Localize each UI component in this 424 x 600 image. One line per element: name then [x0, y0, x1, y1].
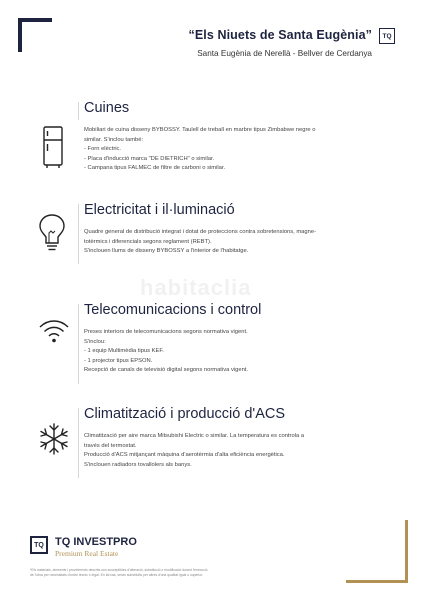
section-divider	[78, 304, 79, 384]
header-logo-badge	[379, 28, 395, 44]
section-telecomunicacions	[84, 302, 374, 376]
logo-badge-text: TQ	[34, 541, 44, 549]
logo-name: TQ INVESTPRO	[55, 536, 137, 548]
section-title: Cuines	[84, 100, 130, 116]
section-line: Producció d'ACS mitjançant màquina d'aerotèrmia d'alta eficiència energètica.	[84, 452, 285, 459]
section-line: Mobiliari de cuina disseny BYBOSSY. Taulell de treball en marbre tipus Zimbabwe negre o	[84, 127, 316, 133]
section-line: - Placa d'inducció marca "DE DIETRICH" o similar.	[84, 155, 215, 162]
disclaimer-line: de l'obra per necessitats d'ordre tècnic o legal. En tal cas, seran substituïts per altres d'una qualitat igual o superior.	[30, 573, 204, 577]
section-title: Climatització i producció d'ACS	[84, 406, 286, 422]
section-line: - 1 equip Multimèdia tipus KEF.	[84, 348, 164, 355]
page-title: “Els Niuets de Santa Eugènia”	[188, 28, 372, 42]
logo-tagline: Premium Real Estate	[55, 549, 119, 558]
section-line: Climatització per aire marca Mitsubishi Electric o similar. La temperatura es controla a	[84, 433, 305, 439]
section-line: S'inclouen llums de disseny BYBOSSY a l'interior de l'habitatge.	[84, 248, 249, 255]
section-body	[84, 328, 374, 376]
corner-line-vertical	[405, 520, 408, 583]
header-logo-text: TQ	[382, 32, 392, 40]
wifi-icon	[38, 318, 70, 344]
section-body	[84, 228, 374, 257]
snowflake-icon	[38, 422, 70, 456]
section-divider	[78, 102, 79, 120]
section-line: S'inclou:	[84, 338, 106, 345]
logo-badge	[30, 536, 48, 554]
page-header	[188, 28, 372, 58]
section-electricitat	[84, 202, 374, 257]
section-body	[84, 126, 374, 174]
section-divider	[78, 408, 79, 478]
section-divider	[78, 204, 79, 264]
section-body	[84, 432, 374, 470]
disclaimer-line: *Els materials, elements i proveïments descrits són susceptibles d'alteració, substitució o modificació durant l'execució	[30, 568, 208, 572]
section-line: Preses interiors de telecomunicacions segons normativa vigent.	[84, 329, 248, 335]
watermark: habitaclia	[140, 275, 252, 300]
section-title: Electricitat i il·luminació	[84, 202, 235, 218]
section-climatitzacio	[84, 406, 374, 470]
lightbulb-icon	[38, 213, 66, 253]
section-line: - 1 projector tipus EPSON.	[84, 357, 153, 364]
section-line: Quadre general de distribució integrat i dotat de proteccions contra sobretensions, magne-	[84, 229, 317, 235]
section-line: similar. S'inclou també:	[84, 136, 144, 143]
corner-line-horizontal	[18, 18, 52, 22]
page-subtitle: Santa Eugènia de Nerellà - Bellver de Cerdanya	[197, 49, 372, 58]
fridge-icon	[40, 125, 66, 169]
section-cuines	[84, 100, 374, 174]
section-line: totèrmics i diferencials segons reglament (REBT).	[84, 238, 212, 245]
section-line: través del termostat.	[84, 442, 137, 449]
section-title: Telecomunicacions i control	[84, 302, 262, 318]
section-line: S'inclouen radiadors tovallolers als banys.	[84, 461, 192, 468]
section-line: Recepció de canals de televisió digital segons normativa vigent.	[84, 367, 249, 374]
corner-line-horizontal	[346, 580, 408, 583]
disclaimer	[30, 568, 330, 578]
section-line: - Forn elèctric.	[84, 146, 122, 153]
section-line: - Campana tipus FALMEC de filtre de carboni o similar.	[84, 165, 226, 172]
corner-line-vertical	[18, 18, 22, 52]
